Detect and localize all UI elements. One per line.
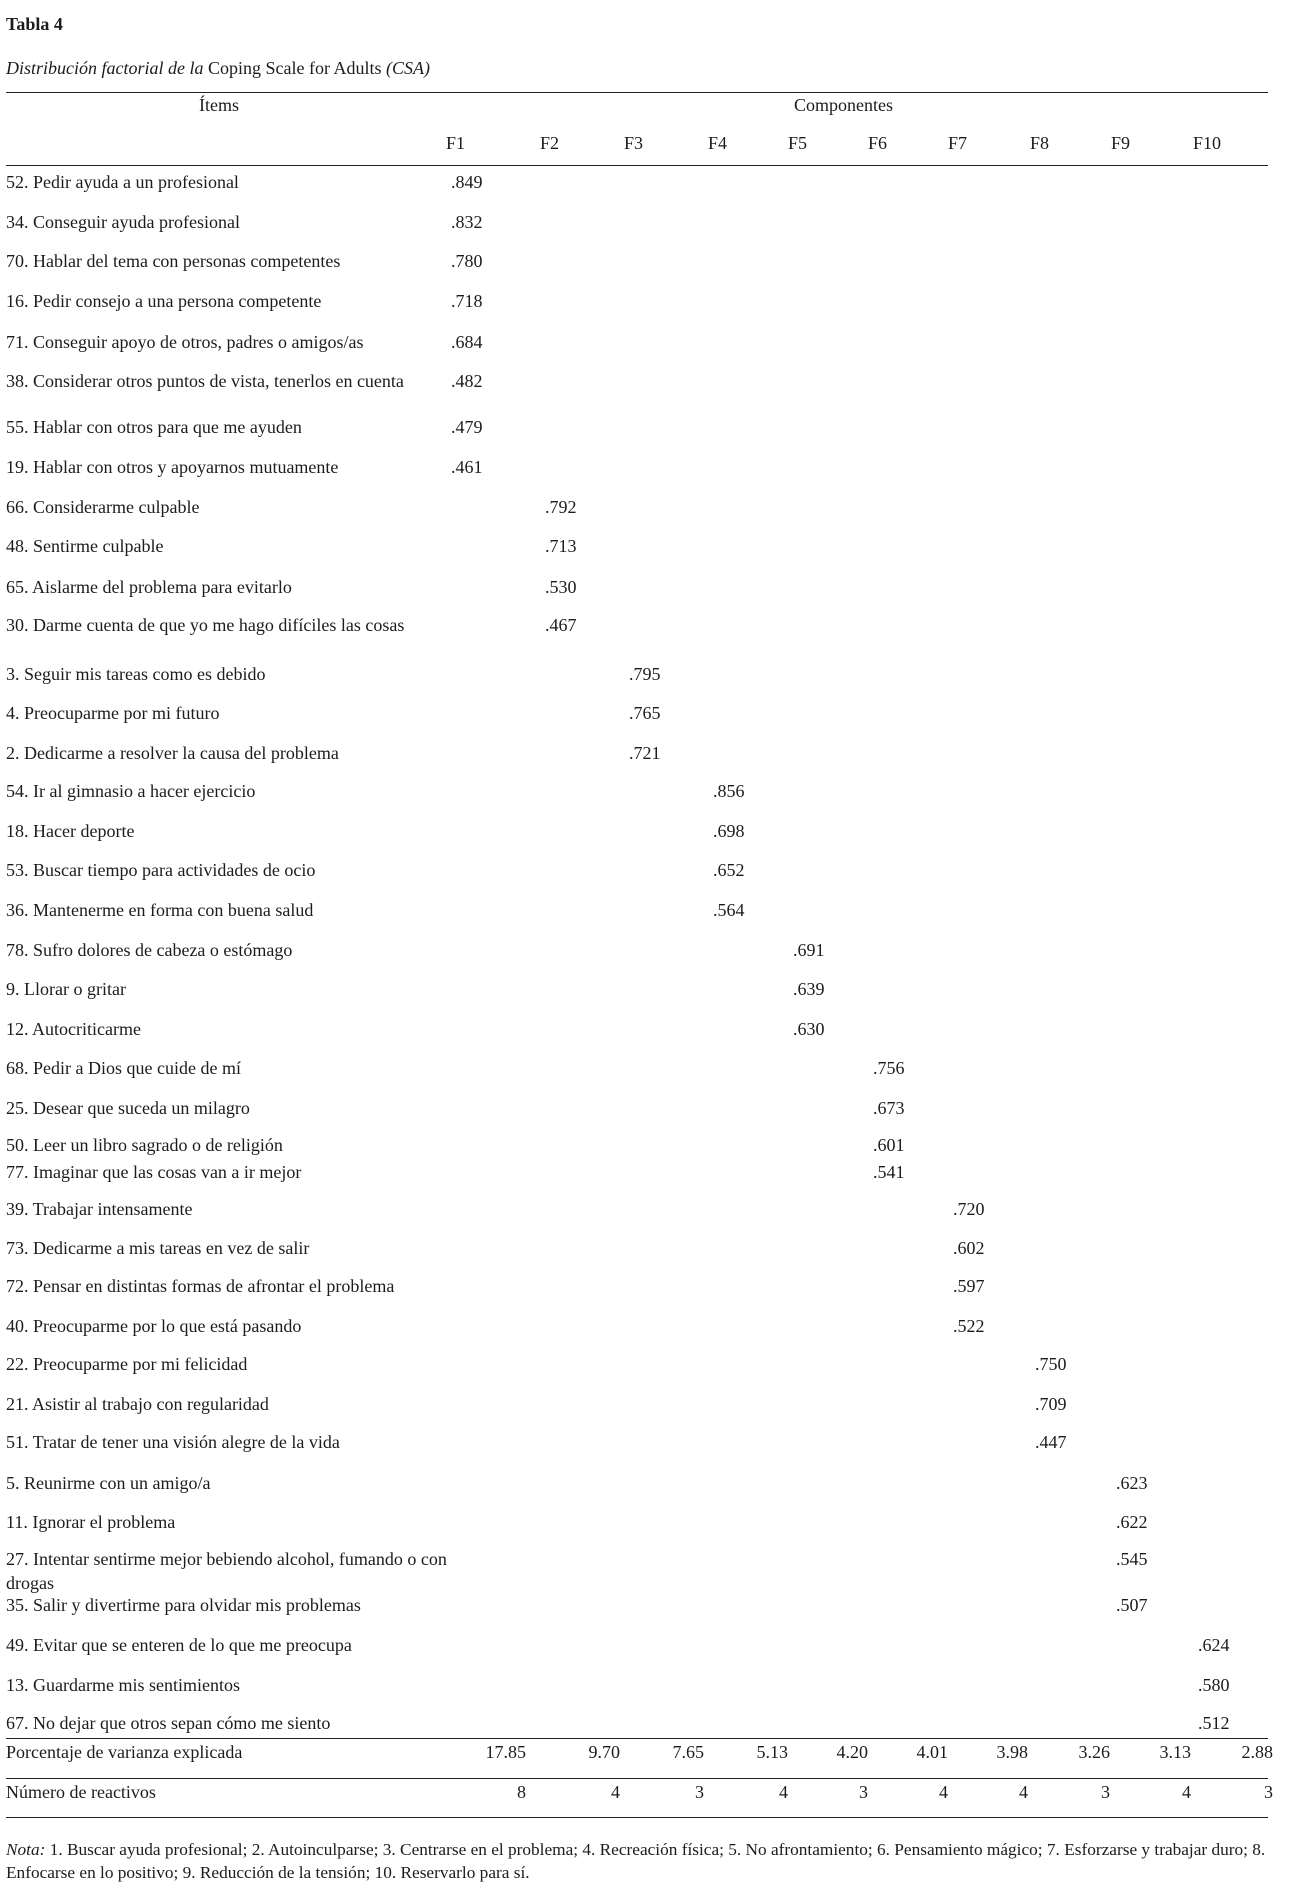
item-label: 4. Preocuparme por mi futuro bbox=[6, 703, 220, 723]
factor-loading: .691 bbox=[793, 940, 825, 960]
variance-value: 9.70 bbox=[588, 1742, 620, 1762]
reactivos-count: 4 bbox=[779, 1782, 788, 1802]
factor-loading: .832 bbox=[451, 212, 483, 232]
factor-loading: .856 bbox=[713, 781, 745, 801]
note-label: Nota: bbox=[6, 1840, 46, 1859]
factor-loading: .698 bbox=[713, 821, 745, 841]
factor-header-f9: F9 bbox=[1111, 133, 1131, 153]
item-label: 38. Considerar otros puntos de vista, tenerlos en cuenta bbox=[6, 371, 404, 391]
factor-loading: .795 bbox=[629, 664, 661, 684]
factor-loading: .447 bbox=[1035, 1432, 1067, 1452]
item-label: 25. Desear que suceda un milagro bbox=[6, 1098, 250, 1118]
variance-value: 3.98 bbox=[996, 1742, 1028, 1762]
factor-loading: .482 bbox=[451, 371, 483, 391]
item-label: 21. Asistir al trabajo con regularidad bbox=[6, 1394, 269, 1414]
factor-loading: .720 bbox=[953, 1199, 985, 1219]
factor-loading: .709 bbox=[1035, 1394, 1067, 1414]
item-label: 35. Salir y divertirme para olvidar mis problemas bbox=[6, 1595, 361, 1615]
factor-loading: .721 bbox=[629, 743, 661, 763]
factor-loading: .479 bbox=[451, 417, 483, 437]
item-label: 30. Darme cuenta de que yo me hago difíciles las cosas bbox=[6, 615, 405, 635]
reactivos-count: 3 bbox=[859, 1782, 868, 1802]
factor-loading: .597 bbox=[953, 1276, 985, 1296]
table-subtitle bbox=[6, 58, 430, 79]
factor-header-f1: F1 bbox=[446, 133, 466, 153]
item-label: 72. Pensar en distintas formas de afrontar el problema bbox=[6, 1276, 395, 1296]
factor-loading: .522 bbox=[953, 1316, 985, 1336]
factor-loading: .713 bbox=[545, 536, 577, 556]
reactivos-count: 4 bbox=[939, 1782, 948, 1802]
subtitle-italic-1: Distribución factorial de la bbox=[6, 58, 204, 78]
factor-loading: .849 bbox=[451, 172, 483, 192]
factor-loading: .624 bbox=[1198, 1635, 1230, 1655]
item-label: 55. Hablar con otros para que me ayuden bbox=[6, 417, 302, 437]
item-label: 3. Seguir mis tareas como es debido bbox=[6, 664, 266, 684]
factor-loading: .530 bbox=[545, 577, 577, 597]
item-label: 66. Considerarme culpable bbox=[6, 497, 200, 517]
factor-loading: .467 bbox=[545, 615, 577, 635]
factor-loading: .630 bbox=[793, 1019, 825, 1039]
subtitle-plain: Coping Scale for Adults bbox=[203, 58, 386, 78]
item-label: 36. Mantenerme en forma con buena salud bbox=[6, 900, 314, 920]
variance-value: 17.85 bbox=[485, 1742, 526, 1762]
factor-header-f3: F3 bbox=[624, 133, 644, 153]
item-label: 67. No dejar que otros sepan cómo me siento bbox=[6, 1713, 331, 1733]
reactivos-label: Número de reactivos bbox=[6, 1782, 156, 1802]
item-label: 51. Tratar de tener una visión alegre de la vida bbox=[6, 1432, 340, 1452]
variance-value: 5.13 bbox=[756, 1742, 788, 1762]
factor-loading: .512 bbox=[1198, 1713, 1230, 1733]
item-label: 13. Guardarme mis sentimientos bbox=[6, 1675, 240, 1695]
reactivos-count: 3 bbox=[1264, 1782, 1273, 1802]
item-label: 68. Pedir a Dios que cuide de mí bbox=[6, 1058, 241, 1078]
table-label: Tabla 4 bbox=[6, 14, 63, 34]
factor-loading: .718 bbox=[451, 291, 483, 311]
item-label: 19. Hablar con otros y apoyarnos mutuamente bbox=[6, 457, 339, 477]
item-label: 27. Intentar sentirme mejor bebiendo alcohol, fumando o con drogas bbox=[6, 1549, 447, 1593]
factor-loading: .601 bbox=[873, 1135, 905, 1155]
factor-loading: .507 bbox=[1116, 1595, 1148, 1615]
variance-label: Porcentaje de varianza explicada bbox=[6, 1742, 243, 1762]
factor-loading: .765 bbox=[629, 703, 661, 723]
factor-header-f10: F10 bbox=[1193, 133, 1222, 153]
factor-loading: .623 bbox=[1116, 1473, 1148, 1493]
factor-loading: .780 bbox=[451, 251, 483, 271]
factor-loading: .602 bbox=[953, 1238, 985, 1258]
item-label: 49. Evitar que se enteren de lo que me preocupa bbox=[6, 1635, 352, 1655]
item-label: 77. Imaginar que las cosas van a ir mejor bbox=[6, 1162, 302, 1182]
item-label: 5. Reunirme con un amigo/a bbox=[6, 1473, 211, 1493]
reactivos-count: 4 bbox=[1182, 1782, 1191, 1802]
factor-header-f7: F7 bbox=[948, 133, 968, 153]
item-label: 73. Dedicarme a mis tareas en vez de salir bbox=[6, 1238, 310, 1258]
factor-header-f5: F5 bbox=[788, 133, 808, 153]
item-label: 12. Autocriticarme bbox=[6, 1019, 141, 1039]
reactivos-top-rule bbox=[6, 1778, 1268, 1779]
header-components: Componentes bbox=[794, 95, 893, 115]
header-rule bbox=[6, 165, 1268, 166]
bottom-rule bbox=[6, 1817, 1268, 1818]
item-label: 40. Preocuparme por lo que está pasando bbox=[6, 1316, 302, 1336]
item-label: 52. Pedir ayuda a un profesional bbox=[6, 172, 239, 192]
item-label: 53. Buscar tiempo para actividades de ocio bbox=[6, 860, 316, 880]
factor-loading: .541 bbox=[873, 1162, 905, 1182]
item-label: 71. Conseguir apoyo de otros, padres o amigos/as bbox=[6, 332, 364, 352]
reactivos-count: 3 bbox=[1101, 1782, 1110, 1802]
factor-loading: .673 bbox=[873, 1098, 905, 1118]
header-items: Ítems bbox=[199, 95, 239, 115]
factor-loading: .580 bbox=[1198, 1675, 1230, 1695]
item-label: 39. Trabajar intensamente bbox=[6, 1199, 193, 1219]
reactivos-count: 4 bbox=[611, 1782, 620, 1802]
note-text: 1. Buscar ayuda profesional; 2. Autoinculparse; 3. Centrarse en el problema; 4. Recreación física; 5. No afrontamiento; 6. Pensamiento mágico; 7. Esforzarse y trabajar duro; 8. Enfocarse en lo positivo; 9. Reducción de la tensión; 10. Reservarlo para sí. bbox=[6, 1840, 1266, 1882]
item-label: 54. Ir al gimnasio a hacer ejercicio bbox=[6, 781, 256, 801]
factor-header-f2: F2 bbox=[540, 133, 560, 153]
variance-value: 3.26 bbox=[1078, 1742, 1110, 1762]
factor-loading: .461 bbox=[451, 457, 483, 477]
variance-value: 2.88 bbox=[1241, 1742, 1273, 1762]
factor-loading: .639 bbox=[793, 979, 825, 999]
reactivos-count: 3 bbox=[695, 1782, 704, 1802]
item-label: 2. Dedicarme a resolver la causa del problema bbox=[6, 743, 339, 763]
factor-loading: .684 bbox=[451, 332, 483, 352]
factor-header-f8: F8 bbox=[1030, 133, 1050, 153]
table-note bbox=[6, 1838, 1268, 1884]
factor-header-f4: F4 bbox=[708, 133, 728, 153]
item-label: 22. Preocuparme por mi felicidad bbox=[6, 1354, 248, 1374]
factor-loading: .792 bbox=[545, 497, 577, 517]
item-label: 65. Aislarme del problema para evitarlo bbox=[6, 577, 292, 597]
item-label: 48. Sentirme culpable bbox=[6, 536, 164, 556]
factor-loading: .545 bbox=[1116, 1549, 1148, 1569]
factor-loading: .564 bbox=[713, 900, 745, 920]
factor-loading: .622 bbox=[1116, 1512, 1148, 1532]
reactivos-count: 4 bbox=[1019, 1782, 1028, 1802]
item-label: 70. Hablar del tema con personas competentes bbox=[6, 251, 341, 271]
subtitle-italic-2: (CSA) bbox=[386, 58, 430, 78]
item-label: 9. Llorar o gritar bbox=[6, 979, 126, 999]
item-label: 50. Leer un libro sagrado o de religión bbox=[6, 1135, 283, 1155]
item-label: 18. Hacer deporte bbox=[6, 821, 135, 841]
variance-value: 4.20 bbox=[836, 1742, 868, 1762]
factor-loading: .750 bbox=[1035, 1354, 1067, 1374]
variance-value: 7.65 bbox=[672, 1742, 704, 1762]
factor-loading: .756 bbox=[873, 1058, 905, 1078]
variance-value: 3.13 bbox=[1159, 1742, 1191, 1762]
item-label: 16. Pedir consejo a una persona competente bbox=[6, 291, 322, 311]
reactivos-count: 8 bbox=[517, 1782, 526, 1802]
item-label: 78. Sufro dolores de cabeza o estómago bbox=[6, 940, 293, 960]
factor-header-f6: F6 bbox=[868, 133, 888, 153]
factor-loading: .652 bbox=[713, 860, 745, 880]
item-label: 34. Conseguir ayuda profesional bbox=[6, 212, 240, 232]
variance-top-rule bbox=[6, 1738, 1268, 1739]
variance-value: 4.01 bbox=[916, 1742, 948, 1762]
top-rule bbox=[6, 92, 1268, 93]
item-label: 11. Ignorar el problema bbox=[6, 1512, 176, 1532]
